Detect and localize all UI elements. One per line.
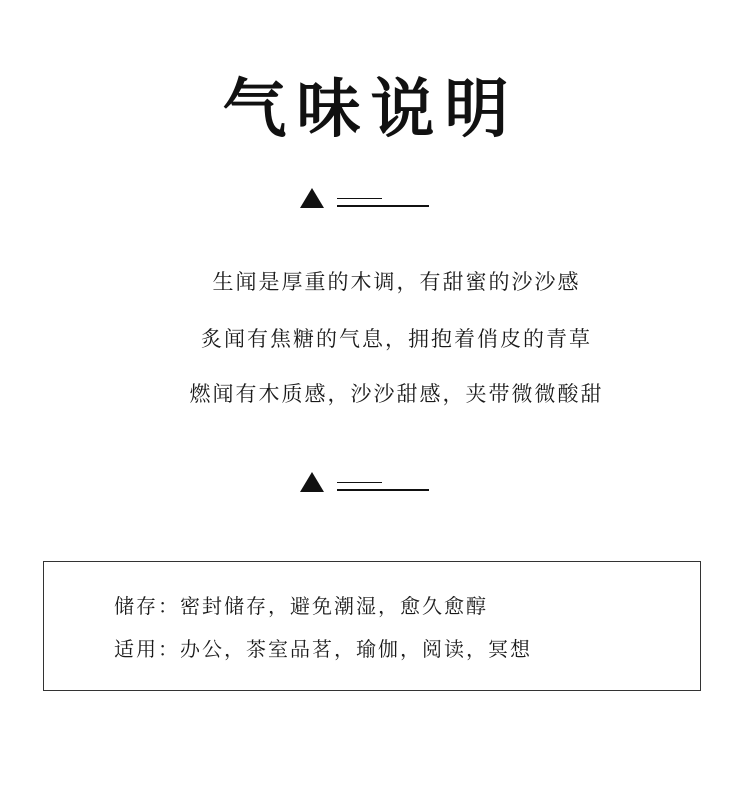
- triangle-icon: [300, 188, 324, 208]
- scent-description-burned: 燃闻有木质感，沙沙甜感，夹带微微酸甜: [189, 382, 604, 406]
- divider-top: [300, 186, 440, 210]
- divider-middle: [300, 470, 440, 494]
- scent-description-raw: 生闻是厚重的木调，有甜蜜的沙沙感: [212, 270, 581, 294]
- scent-description-heated: 炙闻有焦糖的气息，拥抱着俏皮的青草: [201, 327, 592, 351]
- divider-line: [337, 205, 429, 207]
- triangle-icon: [300, 472, 324, 492]
- divider-line: [337, 489, 429, 491]
- divider-line: [337, 482, 382, 483]
- divider-line: [337, 198, 382, 199]
- info-box: [43, 561, 701, 691]
- storage-info: 储存：密封储存，避免潮湿，愈久愈醇: [114, 594, 488, 618]
- page-title: 气味说明: [222, 72, 519, 147]
- usage-info: 适用：办公，茶室品茗，瑜伽，阅读，冥想: [114, 637, 532, 661]
